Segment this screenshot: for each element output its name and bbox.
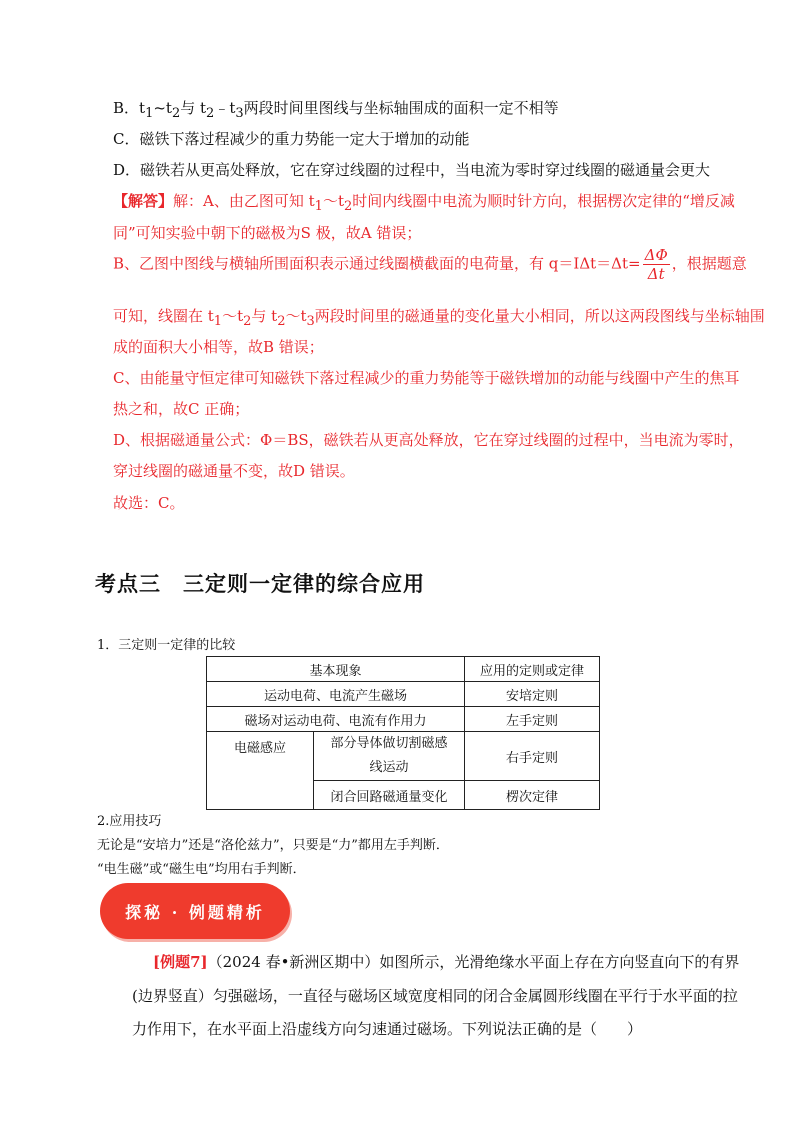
answer-line-b2: 可知，线圈在 $t_1\sim t_2$与 $t_2\sim t_3$两段时间里的磁通量的变化量大小相同，所以这两段图线与坐标轴围	[113, 307, 765, 329]
table-row	[207, 707, 600, 732]
tip-left-hand: 无论是“安培力”还是“洛伦兹力”，只要是“力”都用左手判断．	[97, 838, 449, 853]
table-cell: 磁场对运动电荷、电流有作用力	[207, 707, 465, 732]
table-cell: 安培定则	[465, 682, 600, 707]
option-c: C．磁铁下落过程减少的重力势能一定大于增加的动能	[113, 130, 470, 148]
table-cell: 运动电荷、电流产生磁场	[207, 682, 465, 707]
option-d: D．磁铁若从更高处释放，它在穿过线圈的过程中，当电流为零时穿过线圈的磁通量会更大	[113, 161, 711, 179]
table-cell: 右手定则	[465, 732, 600, 781]
answer-line-c2: 热之和，故C 正确；	[113, 400, 250, 418]
table-header-cell: 应用的定则或定律	[465, 657, 600, 682]
example-tag: [例题7]	[153, 953, 208, 971]
answer-line-a1: 【解答】解：A、由乙图可知 $t_1\sim t_2$时间内线圈中电流为顺时针方向，根据楞次定律的“增反减	[113, 192, 735, 214]
answer-line-a2: 同”可知实验中朝下的磁极为S 极，故A 错误；	[113, 224, 422, 242]
table-header-cell: 基本现象	[207, 657, 465, 682]
table-group-cell: 电磁感应	[207, 732, 314, 810]
table-row	[207, 657, 600, 682]
answer-line-c1: C、由能量守恒定律可知磁铁下落过程减少的重力势能等于磁铁增加的动能与线圈中产生的焦耳	[113, 369, 740, 387]
example-badge: 探秘 · 例题精析	[100, 883, 290, 939]
answer-line-b1: B、乙图中图线与横轴所围面积表示通过线圈横截面的电荷量，有 q＝IΔt＝Δt= $\frac{\Delta\Phi}{\Delta t}$ ，根据题意	[113, 246, 747, 283]
table-cell: 部分导体做切割磁感 线运动	[314, 732, 465, 781]
tip-right-hand: “电生磁”或“磁生电”均用右手判断．	[97, 862, 306, 877]
answer-line-b3: 成的面积大小相等，故B 错误；	[113, 338, 324, 356]
example-line-1: [例题7]（2024 春•新洲区期中）如图所示，光滑绝缘水平面上存在方向竖直向下的有界	[153, 953, 740, 971]
example-line-3: 力作用下，在水平面上沿虚线方向匀速通过磁场。下列说法正确的是（ ）	[132, 1020, 643, 1038]
answer-final: 故选：C。	[113, 494, 185, 512]
table-cell: 闭合回路磁通量变化	[314, 781, 465, 810]
flux-fraction: $\frac{\Delta\Phi}{\Delta t}$	[644, 246, 668, 283]
answer-line-d2: 穿过线圈的磁通量不变，故D 错误。	[113, 462, 355, 480]
example-line-2: (边界竖直）匀强磁场，一直径与磁场区域宽度相同的闭合金属圆形线圈在平行于水平面的拉	[132, 987, 738, 1005]
laws-table	[206, 656, 600, 810]
table-cell: 楞次定律	[465, 781, 600, 810]
table-row	[207, 682, 600, 707]
table-cell: 左手定则	[465, 707, 600, 732]
option-b: B．$t_1\sim t_2$与 $t_2﹣t_3$两段时间里图线与坐标轴围成的面积一定不相等	[113, 99, 559, 121]
answer-line-d1: D、根据磁通量公式：Φ＝BS，磁铁若从更高处释放，它在穿过线圈的过程中，当电流为零时，	[113, 431, 744, 449]
table-row	[207, 732, 600, 781]
section-title: 考点三 三定则一定律的综合应用	[95, 572, 425, 596]
subheading-tips: 2.应用技巧	[97, 814, 162, 829]
subheading-comparison: 1．三定则一定律的比较	[97, 638, 236, 653]
